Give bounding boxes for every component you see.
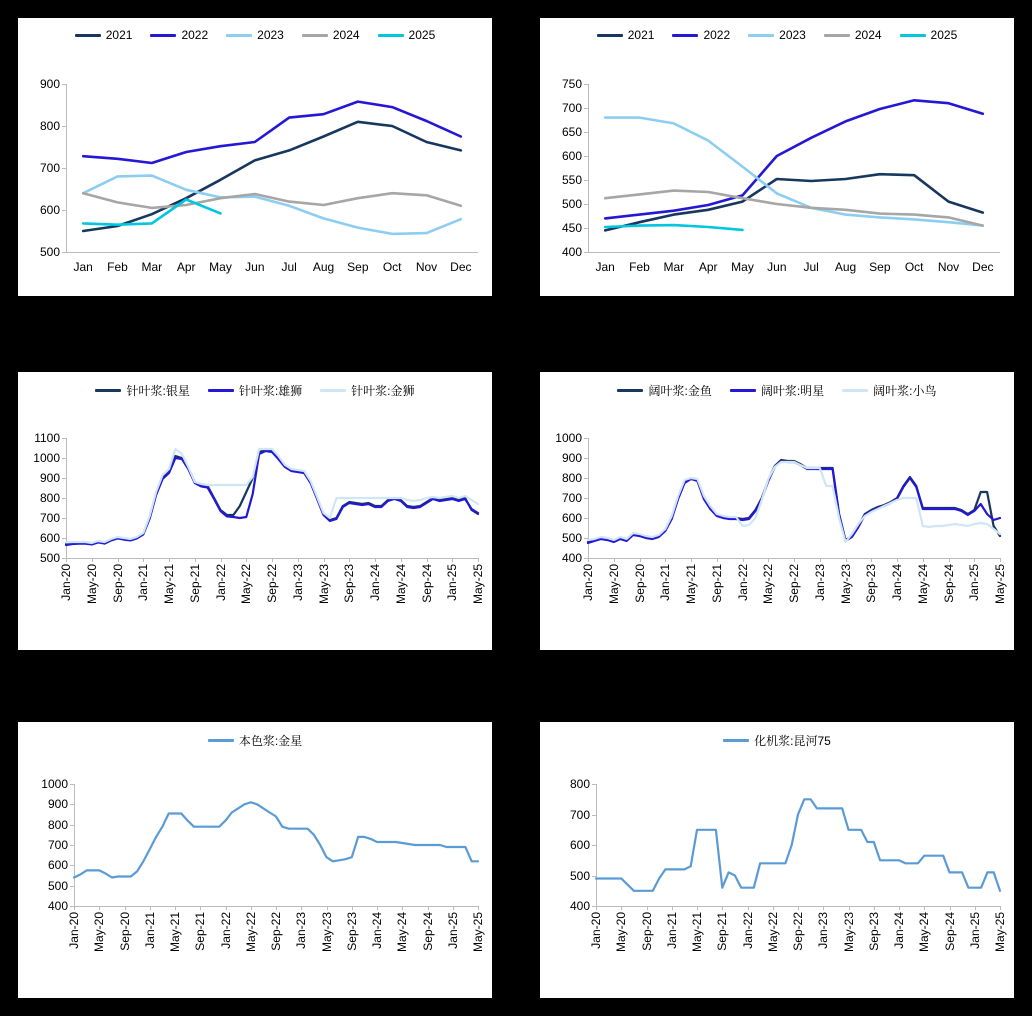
x-axis-tick-label: Jan-21 [136, 564, 151, 601]
legend-item[interactable] [842, 382, 936, 399]
x-axis-tick-label: Dec [450, 260, 472, 274]
legend-label: 2024 [854, 28, 882, 42]
chart-legend [18, 372, 492, 399]
x-axis-tick-label: May-21 [690, 912, 704, 953]
panel-bot-left [18, 722, 492, 998]
y-axis-tick-label: 500 [561, 197, 582, 211]
x-axis-tick-label: Jul [803, 260, 819, 274]
y-axis-tick-label: 700 [39, 161, 60, 175]
x-axis-tick-label: Sep-20 [639, 912, 654, 951]
x-axis-tick-label: Mar [141, 260, 163, 274]
series-line [588, 461, 1000, 543]
x-axis-tick [352, 906, 353, 910]
x-axis-tick-label: Jan-21 [658, 564, 673, 601]
y-axis-tick-label: 500 [39, 551, 60, 565]
x-axis-tick [452, 558, 453, 562]
x-axis-tick-label: Feb [107, 260, 128, 274]
x-axis-tick-label: Oct [904, 260, 924, 274]
x-axis-tick-label: Sep-23 [344, 912, 359, 951]
y-axis-tick-label: 800 [47, 817, 68, 832]
x-axis-tick-label: May-25 [993, 564, 1007, 605]
x-axis-tick-label: Aug [312, 260, 335, 274]
x-axis-tick [614, 558, 615, 562]
x-axis-tick [99, 906, 100, 910]
x-axis-tick [722, 906, 723, 910]
legend-swatch-icon [208, 389, 234, 392]
x-axis-tick [823, 906, 824, 910]
x-axis-tick-label: May [731, 260, 754, 274]
x-axis-tick [349, 558, 350, 562]
legend-item[interactable] [730, 382, 824, 399]
x-axis-tick-label: Jan-25 [445, 912, 460, 949]
legend-swatch-icon [95, 389, 121, 392]
x-axis-tick [794, 558, 795, 562]
x-axis-tick-label: May-22 [243, 912, 258, 953]
panel-mid-right [540, 372, 1014, 650]
x-axis-tick [298, 558, 299, 562]
y-axis-tick-label: 600 [39, 531, 60, 545]
panel-mid-left [18, 372, 492, 650]
x-axis-tick [246, 558, 247, 562]
chart-legend [540, 722, 1014, 749]
x-axis-tick-label: Jan-23 [812, 564, 827, 601]
legend-swatch-icon [723, 739, 749, 742]
legend-swatch-icon [730, 389, 756, 392]
chart-legend [18, 722, 492, 749]
x-axis-tick-label: May-24 [915, 564, 930, 605]
x-axis-tick-label: Sep [347, 260, 369, 274]
y-axis-tick-label: 1000 [33, 451, 60, 465]
x-axis-tick [1000, 906, 1001, 910]
x-axis-tick [169, 558, 170, 562]
x-axis-tick [175, 906, 176, 910]
x-axis-tick-label: May-25 [471, 912, 485, 953]
x-axis-tick [665, 558, 666, 562]
x-axis-tick-label: Sep-23 [866, 912, 881, 951]
series-line [605, 118, 983, 226]
x-axis-line [66, 252, 478, 253]
legend-label: 2022 [703, 28, 731, 42]
x-axis-tick-label: Jun [767, 260, 787, 274]
x-axis-tick-label: Sep-21 [193, 912, 208, 951]
legend-label: 2021 [105, 28, 133, 42]
legend-item[interactable] [320, 382, 414, 399]
x-axis-tick-label: May-20 [606, 564, 621, 605]
series-line [588, 460, 1000, 542]
plot-area [569, 777, 1007, 953]
y-axis-tick-label: 500 [39, 245, 60, 259]
legend-label: 阔叶浆:明星 [760, 384, 825, 398]
x-axis-tick [621, 906, 622, 910]
x-axis-tick [899, 906, 900, 910]
y-axis-tick-label: 650 [561, 125, 582, 139]
legend-item[interactable] [378, 28, 436, 42]
series-lines [66, 438, 478, 558]
legend-label: 阔叶浆:小鸟 [873, 384, 937, 398]
legend-swatch-icon [672, 34, 698, 37]
x-axis-tick [647, 906, 648, 910]
x-axis-tick-label: Jan-24 [892, 912, 906, 949]
x-axis-tick-label: Sep-24 [419, 564, 434, 603]
series-lines [588, 84, 1000, 252]
x-axis-tick-label: Jan-20 [67, 912, 81, 949]
x-axis-tick-label: Jan [595, 260, 615, 274]
x-axis-tick [924, 906, 925, 910]
x-axis-tick-label: Sep-21 [187, 564, 202, 603]
x-axis-tick-label: Jan-20 [589, 912, 603, 949]
series-line [66, 449, 478, 543]
x-axis-tick-label: Sep-22 [787, 564, 801, 603]
x-axis-tick [743, 558, 744, 562]
x-axis-tick-label: Jan [73, 260, 93, 274]
legend-item[interactable] [150, 28, 208, 42]
x-axis-tick-label: Jan-20 [59, 564, 73, 601]
x-axis-tick [672, 906, 673, 910]
x-axis-tick [377, 906, 378, 910]
x-axis-tick [773, 906, 774, 910]
series-line [596, 799, 1000, 891]
y-axis-tick-label: 600 [47, 858, 68, 873]
x-axis-tick [324, 558, 325, 562]
y-axis-tick-label: 500 [569, 868, 590, 883]
series-lines [596, 784, 1000, 906]
legend-label: 本色浆:金星 [238, 734, 303, 748]
x-axis-tick-label: Sep-21 [709, 564, 724, 603]
x-axis-tick [301, 906, 302, 910]
x-axis-tick-label: May-22 [765, 912, 780, 953]
x-axis-tick [478, 906, 479, 910]
x-axis-tick-label: Jul [281, 260, 297, 274]
x-axis-tick [66, 558, 67, 562]
legend-swatch-icon [208, 739, 234, 742]
x-axis-tick-label: Sep-20 [117, 912, 132, 951]
chart-legend [540, 18, 1014, 42]
x-axis-tick-label: Sep-22 [265, 564, 279, 603]
legend-item[interactable] [824, 28, 882, 42]
x-axis-tick-label: Mar [663, 260, 685, 274]
x-axis-tick-label: Jan-24 [370, 912, 384, 949]
legend-item[interactable] [208, 732, 302, 749]
panel-bot-right [540, 722, 1014, 998]
legend-item[interactable] [75, 28, 133, 42]
x-axis-tick [402, 906, 403, 910]
x-axis-line [588, 252, 1000, 253]
x-axis-tick [150, 906, 151, 910]
x-axis-tick [195, 558, 196, 562]
x-axis-tick-label: Nov [937, 260, 960, 274]
y-axis-tick-label: 700 [561, 101, 582, 115]
y-axis-tick-label: 800 [39, 119, 60, 133]
legend-item[interactable] [672, 28, 730, 42]
x-axis-tick [401, 558, 402, 562]
plot-area [39, 77, 478, 274]
legend-label: 针叶浆:金狮 [351, 384, 415, 398]
legend-label: 针叶浆:银星 [126, 384, 190, 398]
x-axis-tick-label: May-20 [92, 912, 107, 953]
x-axis-tick-label: May-22 [761, 564, 776, 605]
y-axis-tick-label: 800 [569, 777, 590, 791]
y-axis-tick-label: 700 [569, 807, 590, 822]
x-axis-tick [428, 906, 429, 910]
legend-swatch-icon [824, 34, 850, 37]
y-axis-tick-label: 900 [39, 471, 60, 485]
x-axis-tick-label: May-24 [917, 912, 932, 953]
y-axis-tick-label: 900 [47, 797, 68, 812]
panel-top-right [540, 18, 1014, 296]
x-axis-tick-label: Jan-22 [218, 912, 233, 949]
y-axis-tick-label: 800 [39, 491, 60, 505]
legend-swatch-icon [842, 389, 868, 392]
legend-label: 针叶浆:雄狮 [238, 384, 303, 398]
x-axis-tick [768, 558, 769, 562]
y-axis-tick-label: 600 [569, 838, 590, 852]
x-axis-tick-label: Sep-24 [941, 564, 956, 603]
y-axis-tick-label: 600 [561, 511, 582, 525]
legend-label: 2023 [779, 28, 806, 42]
x-axis-tick [846, 558, 847, 562]
x-axis-tick-label: May-23 [316, 564, 331, 605]
legend-item[interactable] [208, 382, 302, 399]
legend-swatch-icon [302, 34, 328, 37]
x-axis-tick [849, 906, 850, 910]
y-axis-tick-label: 700 [561, 491, 582, 505]
legend-swatch-icon [900, 34, 926, 37]
x-axis-tick-label: Jan-21 [664, 912, 679, 949]
x-axis-tick [375, 558, 376, 562]
legend-item[interactable] [748, 28, 806, 42]
x-axis-tick [974, 558, 975, 562]
series-line [66, 450, 478, 544]
y-axis-tick-label: 500 [561, 531, 582, 545]
x-axis-tick-label: May [209, 260, 232, 274]
x-axis-tick-label: Sep-24 [942, 912, 957, 951]
x-axis-tick-label: Sep-22 [269, 912, 283, 951]
legend-label: 阔叶浆:金鱼 [648, 384, 712, 398]
x-axis-tick-label: Jan-23 [290, 564, 305, 601]
series-line [588, 462, 1000, 542]
y-axis-tick-label: 800 [561, 471, 582, 485]
x-axis-tick-label: May-22 [239, 564, 254, 605]
y-axis-tick [584, 252, 588, 253]
y-axis-tick-label: 700 [39, 511, 60, 525]
x-axis-tick-label: May-23 [841, 912, 856, 953]
x-axis-tick [640, 558, 641, 562]
series-lines [588, 438, 1000, 558]
legend-swatch-icon [378, 34, 404, 37]
series-lines [74, 784, 478, 906]
x-axis-tick [798, 906, 799, 910]
x-axis-tick-label: Jan-24 [890, 564, 904, 601]
x-axis-tick-label: May-21 [168, 912, 182, 953]
y-axis-tick-label: 500 [47, 878, 68, 893]
legend-label: 2021 [627, 28, 655, 42]
x-axis-tick [478, 558, 479, 562]
y-axis-tick-label: 900 [561, 451, 582, 465]
y-axis-tick-label: 750 [561, 77, 582, 91]
series-line [605, 225, 742, 230]
legend-label: 2025 [408, 28, 436, 42]
x-axis-tick-label: Jan-20 [581, 564, 595, 601]
x-axis-tick-label: Oct [382, 260, 402, 274]
panel-top-left [18, 18, 492, 296]
x-axis-tick-label: Sep-20 [110, 564, 125, 603]
y-axis-tick-label: 400 [561, 551, 582, 565]
legend-item[interactable] [597, 28, 655, 42]
x-axis-tick-label: Sep-23 [864, 564, 879, 603]
x-axis-tick-label: May-21 [162, 564, 176, 605]
legend-swatch-icon [75, 34, 101, 37]
legend-swatch-icon [617, 389, 643, 392]
x-axis-tick [226, 906, 227, 910]
x-axis-tick-label: Sep-23 [342, 564, 357, 603]
x-axis-tick [272, 558, 273, 562]
x-axis-tick-label: Sep-22 [791, 912, 805, 951]
x-axis-tick-label: May-24 [395, 912, 410, 953]
legend-label: 2024 [332, 28, 360, 42]
legend-swatch-icon [597, 34, 623, 37]
series-lines [66, 84, 478, 252]
y-axis-tick-label: 1000 [41, 777, 68, 791]
chart-legend [540, 372, 1014, 399]
x-axis-tick [251, 906, 252, 910]
x-axis-tick [820, 558, 821, 562]
x-axis-tick [697, 906, 698, 910]
x-axis-tick [748, 906, 749, 910]
x-axis-tick-label: Jan-25 [445, 564, 460, 601]
x-axis-tick [92, 558, 93, 562]
x-axis-tick-label: Apr [698, 260, 718, 274]
x-axis-tick-label: Jan-22 [735, 564, 750, 601]
legend-swatch-icon [748, 34, 774, 37]
legend-item[interactable] [95, 382, 189, 399]
legend-label: 2022 [181, 28, 209, 42]
y-axis-tick-label: 450 [561, 221, 582, 235]
y-axis-tick-label: 900 [39, 77, 60, 91]
x-axis-tick [950, 906, 951, 910]
x-axis-tick-label: Sep-20 [632, 564, 647, 603]
x-axis-tick-label: May-24 [393, 564, 408, 605]
x-axis-tick [276, 906, 277, 910]
x-axis-tick [871, 558, 872, 562]
x-axis-tick-label: Sep-21 [715, 912, 730, 951]
x-axis-tick-label: May-21 [684, 564, 698, 605]
x-axis-tick-label: Sep-24 [420, 912, 435, 951]
y-axis-tick [62, 252, 66, 253]
y-axis-tick-label: 400 [561, 245, 582, 259]
x-axis-tick-label: Dec [972, 260, 994, 274]
x-axis-tick [691, 558, 692, 562]
legend-label: 化机浆:昆河75 [754, 734, 831, 748]
x-axis-tick [717, 558, 718, 562]
x-axis-tick-label: Jan-21 [142, 912, 157, 949]
x-axis-tick-label: Jun [245, 260, 265, 274]
x-axis-tick-label: Jan-25 [967, 912, 982, 949]
series-line [74, 802, 478, 877]
legend-label: 2025 [930, 28, 958, 42]
x-axis-tick [453, 906, 454, 910]
x-axis-tick-label: May-23 [319, 912, 334, 953]
x-axis-tick-label: Feb [629, 260, 650, 274]
x-axis-tick [200, 906, 201, 910]
x-axis-tick [874, 906, 875, 910]
x-axis-tick [74, 906, 75, 910]
x-axis-tick [1000, 558, 1001, 562]
x-axis-tick-label: Jan-22 [740, 912, 755, 949]
x-axis-tick [596, 906, 597, 910]
legend-item[interactable] [900, 28, 958, 42]
x-axis-tick [143, 558, 144, 562]
x-axis-tick-label: May-25 [993, 912, 1007, 953]
x-axis-tick-label: Jan-23 [816, 912, 831, 949]
x-axis-tick [327, 906, 328, 910]
y-axis-tick-label: 600 [39, 203, 60, 217]
x-axis-tick-label: Jan-25 [967, 564, 982, 601]
x-axis-tick-label: Nov [415, 260, 438, 274]
y-axis-tick-label: 400 [569, 899, 590, 913]
x-axis-tick [923, 558, 924, 562]
x-axis-tick-label: May-20 [84, 564, 99, 605]
x-axis-tick-label: Apr [176, 260, 196, 274]
legend-item[interactable] [723, 732, 831, 749]
legend-item[interactable] [302, 28, 360, 42]
y-axis-tick-label: 600 [561, 149, 582, 163]
legend-label: 2023 [257, 28, 284, 42]
x-axis-tick [588, 558, 589, 562]
legend-swatch-icon [320, 389, 346, 392]
x-axis-tick [949, 558, 950, 562]
y-axis-tick-label: 400 [47, 899, 68, 913]
series-line [66, 451, 478, 545]
legend-swatch-icon [226, 34, 252, 37]
x-axis-tick-label: Aug [834, 260, 857, 274]
y-axis-tick-label: 550 [561, 173, 582, 187]
y-axis-tick-label: 1000 [555, 431, 582, 445]
series-line [605, 174, 983, 230]
x-axis-tick [897, 558, 898, 562]
plot-area [555, 431, 1007, 605]
x-axis-tick [975, 906, 976, 910]
plot-area [561, 77, 1000, 274]
y-axis-tick-label: 1100 [34, 431, 60, 445]
x-axis-tick [125, 906, 126, 910]
x-axis-tick-label: Sep [869, 260, 891, 274]
chart-legend [18, 18, 492, 42]
y-axis-tick-label: 700 [47, 838, 68, 852]
x-axis-tick-label: Jan-24 [368, 564, 382, 601]
x-axis-tick-label: May-20 [614, 912, 629, 953]
x-axis-tick [221, 558, 222, 562]
x-axis-tick [427, 558, 428, 562]
x-axis-tick-label: Jan-23 [294, 912, 309, 949]
plot-area [33, 431, 485, 605]
legend-item[interactable] [226, 28, 284, 42]
x-axis-tick-label: May-23 [838, 564, 853, 605]
legend-item[interactable] [617, 382, 711, 399]
plot-area [41, 777, 485, 953]
x-axis-tick-label: Jan-22 [213, 564, 228, 601]
x-axis-tick-label: May-25 [471, 564, 485, 605]
legend-swatch-icon [150, 34, 176, 37]
x-axis-tick [118, 558, 119, 562]
